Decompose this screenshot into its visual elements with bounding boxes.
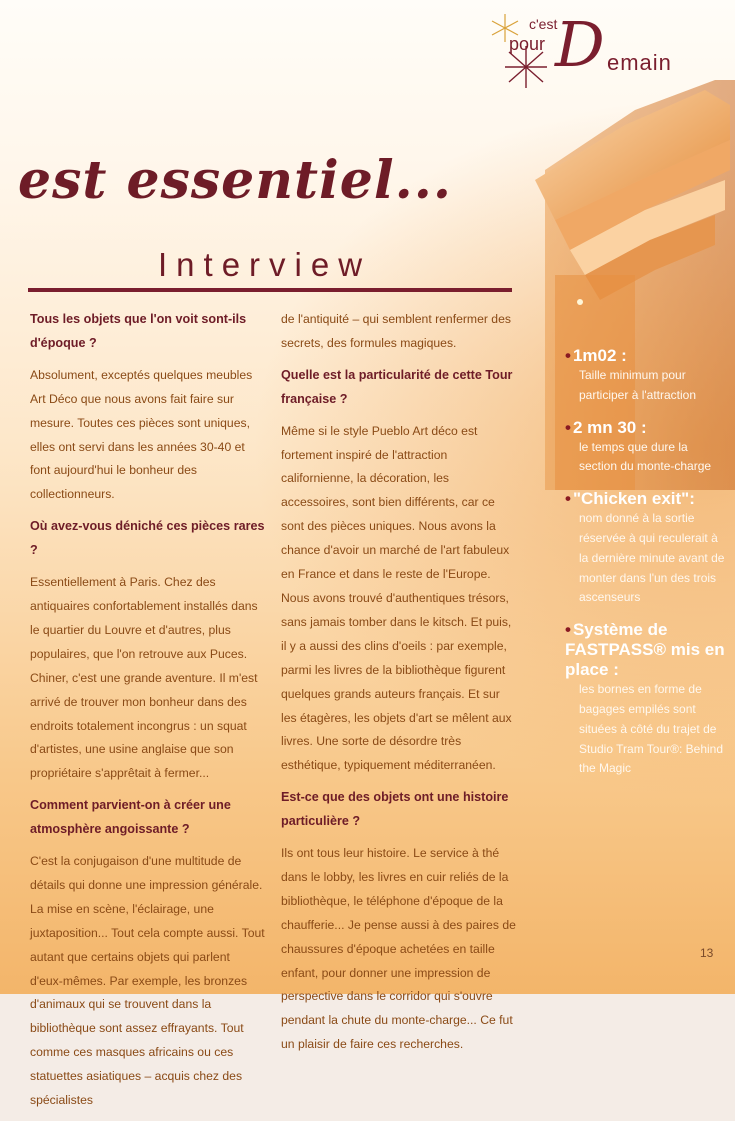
fact-body: les bornes en forme de bagages empilés sont situées à côté du trajet de Studio Tram Tour®: Behind the Magic xyxy=(579,682,724,776)
question: Quelle est la particularité de cette Tour française ? xyxy=(281,367,513,406)
fact-item xyxy=(565,418,725,478)
fact-heading: "Chicken exit": xyxy=(572,489,695,509)
fact-body: nom donné à la sortie réservée à qui reculerait à la dernière minute avant de monter dans l'un des trois ascenseurs xyxy=(579,511,725,605)
bullet-icon: • xyxy=(565,620,571,640)
answer: Essentiellement à Paris. Chez des antiquaires confortablement installés dans le quartier du Louvre et d'autres, plus populaires, que l'on retrouve aux Puces. Chiner, c'est une grande aventure. Il m'est arrivé de trouver mon bonheur dans des endroits totalement incongrus : un squat d'artistes, une usine anglaise que son propriétaire s'apprêtait à fermer... xyxy=(30,575,258,781)
fact-body: le temps que dure la section du monte-charge xyxy=(579,439,712,474)
answer: Absolument, exceptés quelques meubles Art Déco que nous avons fait faire sur mesure. Toutes ces pièces sont uniques, elles ont servi dans les années 30-40 et font aujourd'hui le bonheur des collectionneurs. xyxy=(30,367,253,502)
question: Où avez-vous déniché ces pièces rares ? xyxy=(30,519,265,558)
headline: est essentiel... xyxy=(18,150,452,211)
brand-initial: D xyxy=(555,8,605,81)
article-column-1 xyxy=(30,308,266,1121)
answer: de l'antiquité – qui semblent renfermer des secrets, des formules magiques. xyxy=(281,312,511,350)
question: Comment parvient-on à créer une atmosphère angoissante ? xyxy=(30,798,231,837)
brand-logo xyxy=(489,8,699,94)
bullet-icon: • xyxy=(565,417,571,437)
fact-heading: 2 mn 30 : xyxy=(572,417,647,437)
bullet-icon: • xyxy=(565,489,571,509)
answer: C'est la conjugaison d'une multitude de détails qui donne une impression générale. La mise en scène, l'éclairage, une juxtaposition... Tout cela compte aussi. Tout autant que certains objets qui parlent d'eux-mêmes. Par exemple, les bronzes d'animaux qui se trouvent dans la bibliothèque sont assez effrayants. Tout comme ces masques africains ou ces statuettes asiatiques – acquis chez des spécialistes xyxy=(30,854,265,1108)
brand-pour: pour xyxy=(509,34,546,54)
section-title: Interview xyxy=(158,246,372,283)
question: Tous les objets que l'on voit sont-ils d'époque ? xyxy=(30,312,247,350)
brand-cest: c'est xyxy=(529,16,558,32)
brand-rest: emain xyxy=(607,50,672,75)
answer: Même si le style Pueblo Art déco est fortement inspiré de l'attraction californienne, la décoration, les accessoires, sont bien différents, car ce sont des pièces uniques. Nous avons la chance d'avoir un marché de l'art fabuleux en France et dans le reste de l'Europe. Nous avons trouvé d'authentiques trésors, sans jamais tomber dans le kitsch. Et puis, il y a aussi des clins d'oeils : par exemple, parmi les livres de la bibliothèque figurent quelques grands auteurs français. Et sur les étagères, les objets d'art se mêlent aux livres. Une sorte de désordre très esthétique, typiquement méditerranéen. xyxy=(281,423,512,773)
page-number: 13 xyxy=(700,946,714,960)
question: Est-ce que des objets ont une histoire particulière ? xyxy=(281,790,509,829)
fact-item xyxy=(565,620,725,779)
fact-heading: 1m02 : xyxy=(572,346,627,365)
facts-sidebar xyxy=(565,346,725,791)
fact-body: Taille minimum pour participer à l'attraction xyxy=(579,368,697,402)
fact-heading: Système de FASTPASS® mis en place : xyxy=(565,620,725,680)
fact-item xyxy=(565,346,725,406)
article-column-2 xyxy=(281,308,517,1065)
bullet-icon: • xyxy=(565,346,571,365)
fact-item xyxy=(565,489,725,608)
answer: Ils ont tous leur histoire. Le service à thé dans le lobby, les livres en cuir reliés de la bibliothèque, le téléphone d'époque de la chaufferie... Je pense aussi à des paires de chaussures d'époque achetées en taille enfant, pour donner une impression de perspective dans le corridor qui s'ouvre pendant la chute du monte-charge... Ce fut un plaisir de faire ces recherches. xyxy=(281,846,516,1052)
title-rule xyxy=(28,288,512,292)
